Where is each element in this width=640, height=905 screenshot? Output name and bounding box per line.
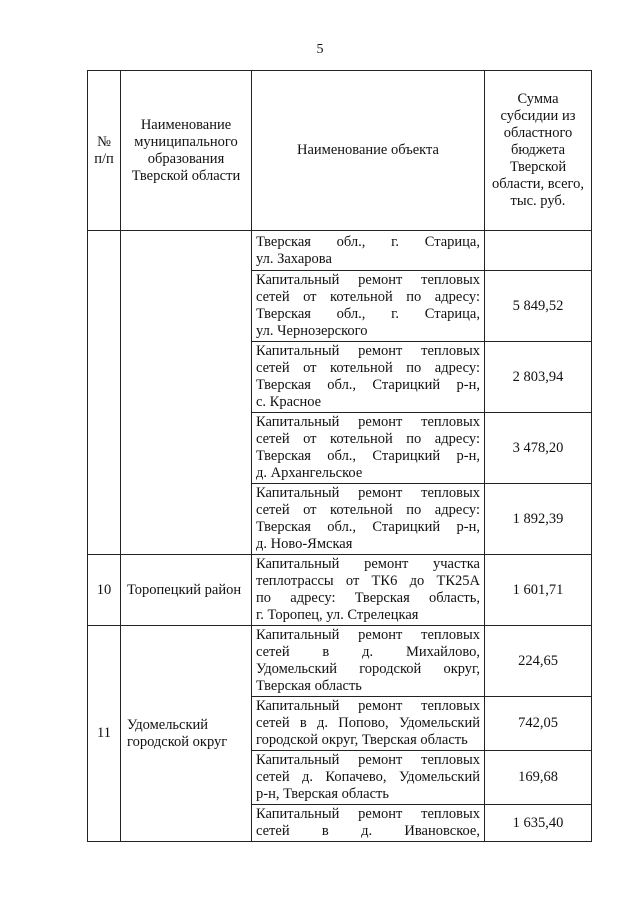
object-line: Удомельский городской округ, (256, 661, 480, 677)
object-line: Тверская обл., Старицкий р-н, (256, 519, 480, 535)
row-sum: 1 601,71 (485, 555, 592, 626)
row-sum (485, 231, 592, 271)
row-object (252, 271, 485, 342)
page-number: 5 (316, 42, 324, 57)
object-line: Капитальный ремонт тепловых (256, 485, 480, 501)
object-line: Капитальный ремонт тепловых (256, 698, 480, 714)
row-sum: 1 635,40 (485, 805, 592, 842)
object-line: Капитальный ремонт участка (256, 556, 480, 572)
object-line: сетей в д. Ивановское, (256, 823, 480, 839)
object-line: сетей д. Копачево, Удомельский (256, 769, 480, 785)
table-row (88, 231, 592, 271)
row-object (252, 805, 485, 842)
row-object (252, 231, 485, 271)
row-municipality (121, 231, 252, 555)
header-object: Наименование объекта (252, 71, 485, 231)
object-line: Капитальный ремонт тепловых (256, 627, 480, 643)
row-num: 10 (88, 555, 121, 626)
object-line: сетей от котельной по адресу: (256, 360, 480, 376)
row-sum: 169,68 (485, 751, 592, 805)
subsidy-table (87, 70, 592, 842)
table-header-row (88, 71, 592, 231)
row-sum: 224,65 (485, 626, 592, 697)
row-sum: 1 892,39 (485, 484, 592, 555)
row-sum: 2 803,94 (485, 342, 592, 413)
object-line: по адресу: Тверская область, (256, 590, 480, 606)
object-line: Тверская область (256, 678, 362, 694)
row-object (252, 484, 485, 555)
row-num (88, 231, 121, 555)
object-line: Капитальный ремонт тепловых (256, 806, 480, 822)
row-object (252, 342, 485, 413)
object-line: г. Торопец, ул. Стрелецкая (256, 607, 419, 623)
object-line: Тверская обл., г. Старица, (256, 306, 480, 322)
header-municipality: Наименование муниципального образования Тверской области (121, 71, 252, 231)
row-municipality: Торопецкий район (121, 555, 252, 626)
object-line: р-н, Тверская область (256, 786, 389, 802)
row-num: 11 (88, 626, 121, 842)
object-line: сетей от котельной по адресу: (256, 502, 480, 518)
table-row (88, 555, 592, 626)
object-line: Капитальный ремонт тепловых (256, 752, 480, 768)
object-line: сетей от котельной по адресу: (256, 289, 480, 305)
row-sum: 5 849,52 (485, 271, 592, 342)
object-line: сетей в д. Михайлово, (256, 644, 480, 660)
object-line: ул. Захарова (256, 250, 332, 267)
row-object (252, 555, 485, 626)
object-line: теплотрассы от ТК6 до ТК25А (256, 573, 480, 589)
object-line: д. Архангельское (256, 465, 363, 481)
object-line: Капитальный ремонт тепловых (256, 272, 480, 288)
object-line: Капитальный ремонт тепловых (256, 343, 480, 359)
row-municipality: Удомельский городской округ (121, 626, 252, 842)
row-object (252, 751, 485, 805)
object-line: Тверская обл., Старицкий р-н, (256, 377, 480, 393)
row-object (252, 413, 485, 484)
row-object (252, 697, 485, 751)
object-line: с. Красное (256, 394, 322, 410)
object-line: городской округ, Тверская область (256, 732, 468, 748)
header-num: № п/п (88, 71, 121, 231)
header-sum: Сумма субсидии из областного бюджета Тверской области, всего, тыс. руб. (485, 71, 592, 231)
object-line: сетей в д. Попово, Удомельский (256, 715, 480, 731)
row-sum: 742,05 (485, 697, 592, 751)
object-line: Тверская обл., г. Старица, (256, 233, 480, 250)
table-row (88, 626, 592, 697)
row-object (252, 626, 485, 697)
row-sum: 3 478,20 (485, 413, 592, 484)
object-line: Капитальный ремонт тепловых (256, 414, 480, 430)
object-line: Тверская обл., Старицкий р-н, (256, 448, 480, 464)
object-line: д. Ново-Ямская (256, 536, 353, 552)
object-line: сетей от котельной по адресу: (256, 431, 480, 447)
object-line: ул. Чернозерского (256, 323, 368, 339)
